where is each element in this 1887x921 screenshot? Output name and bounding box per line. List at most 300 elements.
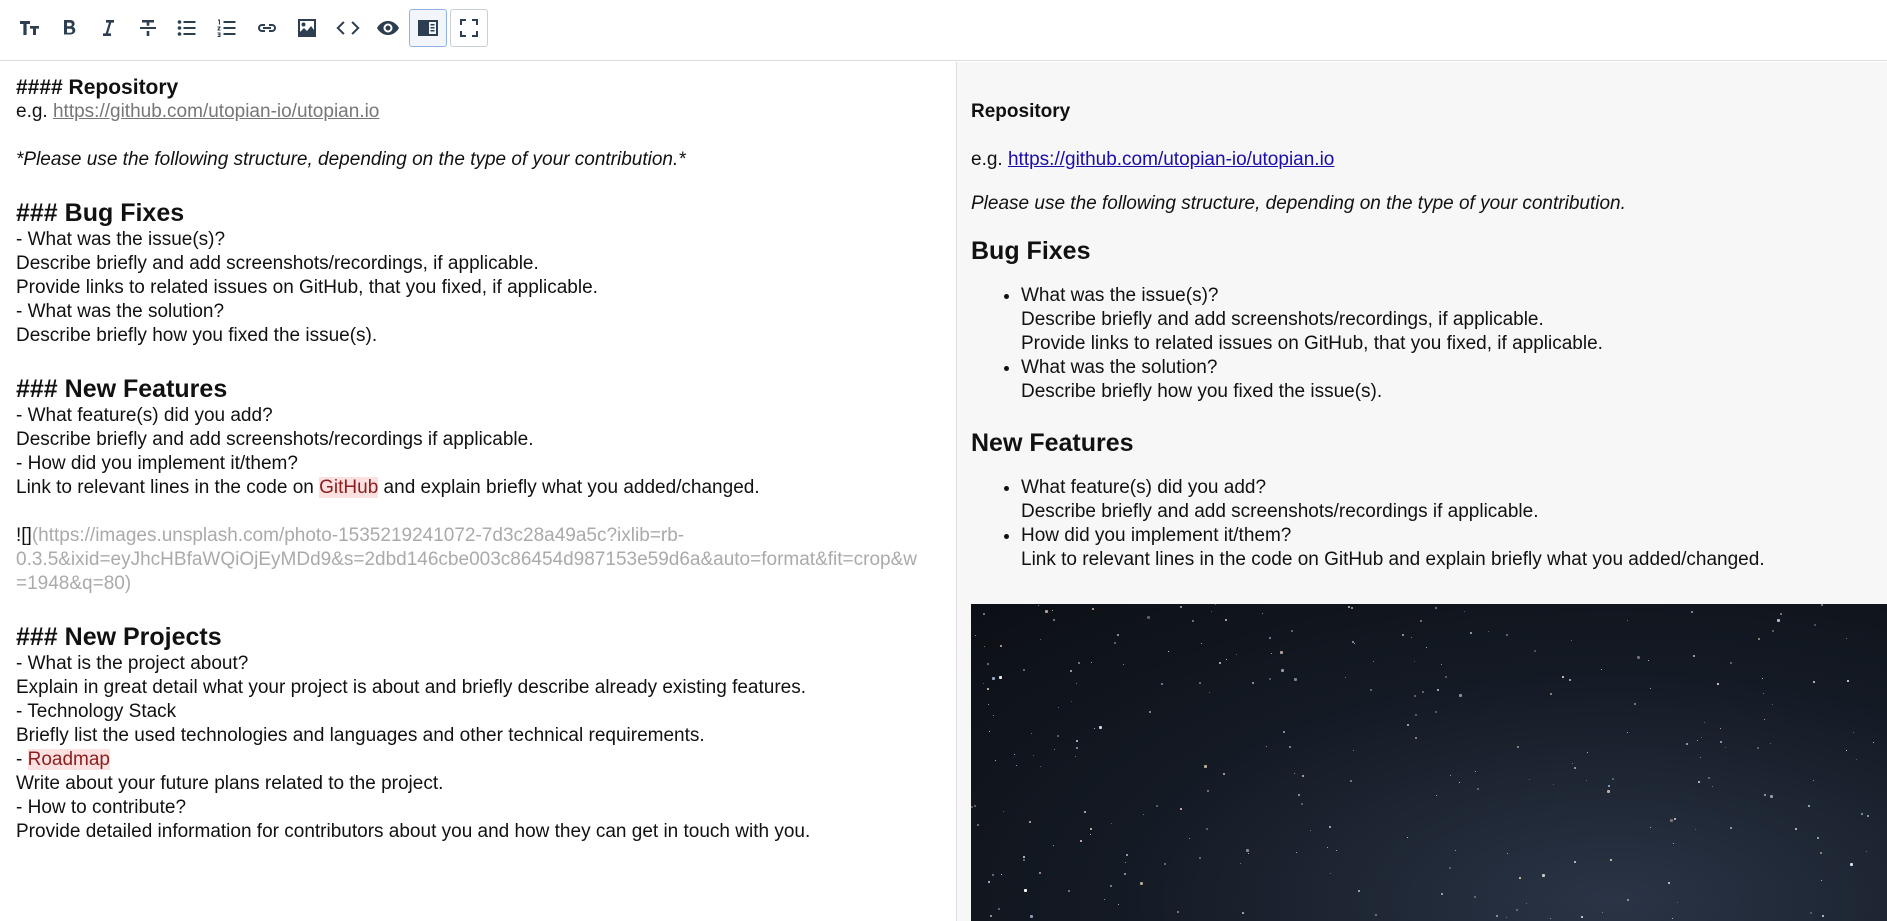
preview-button[interactable]	[369, 9, 407, 47]
star	[1206, 828, 1208, 830]
fullscreen-icon	[457, 16, 481, 40]
star	[1810, 912, 1812, 914]
image-markdown-bang: ![]	[16, 525, 32, 546]
star	[1627, 732, 1628, 733]
star	[1114, 642, 1116, 644]
star	[1076, 683, 1077, 684]
side-by-side-button[interactable]	[409, 9, 447, 47]
star	[1846, 750, 1847, 751]
editor-line: Provide links to related issues on GitHub, that you fixed, if applicable.	[16, 277, 598, 298]
blank-line	[16, 124, 940, 148]
eye-icon	[376, 16, 400, 40]
star	[975, 635, 976, 636]
star	[1207, 790, 1209, 792]
star	[1459, 782, 1460, 783]
editor-repo-link[interactable]: https://github.com/utopian-io/utopian.io	[52, 101, 380, 122]
italic-button[interactable]	[89, 9, 127, 47]
text-segment: -	[16, 749, 28, 770]
star	[1516, 909, 1518, 911]
editor-line: - Technology Stack	[16, 701, 177, 722]
list-item-text: Link to relevant lines in the code on GitHub and explain briefly what you added/changed.	[1021, 549, 1765, 570]
editor-line: - How to contribute?	[16, 797, 187, 818]
editor-line: Write about your future plans related to the project.	[16, 773, 444, 794]
list-item-text: Describe briefly and add screenshots/recordings, if applicable.	[1021, 309, 1544, 330]
star	[1704, 722, 1705, 723]
star	[1435, 711, 1437, 713]
star	[1330, 873, 1331, 874]
star	[1581, 916, 1583, 918]
star	[1301, 803, 1303, 805]
star	[1700, 757, 1701, 758]
star	[987, 688, 989, 690]
star	[1164, 863, 1166, 865]
star	[1201, 643, 1202, 644]
list-item	[1021, 284, 1887, 356]
star	[1725, 747, 1726, 748]
star	[1850, 863, 1853, 866]
star	[977, 824, 979, 826]
star	[1057, 735, 1059, 737]
star	[1000, 645, 1002, 647]
star	[1701, 737, 1702, 738]
editor-bugfix-heading: ### Bug Fixes	[16, 199, 185, 227]
link-button[interactable]	[248, 9, 286, 47]
list-item	[1021, 356, 1887, 404]
star	[1294, 678, 1297, 681]
misspelled-word: GitHub	[319, 477, 379, 498]
star	[1248, 853, 1249, 854]
star	[1459, 694, 1462, 697]
star	[1422, 691, 1424, 693]
star	[1813, 780, 1814, 781]
star	[1192, 620, 1194, 622]
star	[1674, 818, 1676, 820]
star	[1610, 859, 1612, 861]
star	[1821, 604, 1823, 606]
editor-repo-line	[16, 100, 940, 124]
star	[1351, 607, 1353, 609]
star	[1161, 683, 1163, 685]
blank-line	[16, 172, 940, 196]
list-item-question: • What was the issue(s)?	[1021, 285, 1219, 306]
star	[1634, 703, 1636, 705]
star	[1225, 619, 1227, 621]
star	[1602, 912, 1603, 913]
star	[1730, 662, 1732, 664]
preview-repo-line	[971, 148, 1887, 172]
list-item-text: Describe briefly how you fixed the issue(s).	[1021, 381, 1383, 402]
editor-projects-heading: ### New Projects	[16, 623, 222, 651]
star	[1808, 805, 1810, 807]
blank-line	[16, 500, 940, 524]
star	[988, 704, 989, 705]
star	[1226, 659, 1227, 660]
star	[1506, 634, 1508, 636]
star	[1031, 733, 1032, 734]
ordered-list-icon	[215, 16, 239, 40]
star	[1045, 610, 1048, 613]
star	[1698, 781, 1700, 783]
list-item-text: Provide links to related issues on GitHub, that you fixed, if applicable.	[1021, 333, 1603, 354]
star	[1246, 849, 1249, 852]
star	[1550, 693, 1552, 695]
blank-line	[16, 596, 940, 620]
star	[1402, 634, 1404, 636]
star	[1562, 676, 1564, 678]
star	[1199, 857, 1201, 859]
star	[1586, 780, 1587, 781]
star	[1375, 914, 1377, 916]
star	[1426, 647, 1427, 648]
unordered-list-icon	[175, 16, 199, 40]
star	[1772, 630, 1774, 632]
star	[1281, 669, 1284, 672]
star	[971, 806, 973, 808]
star	[1252, 682, 1254, 684]
preview-structure-note: Please use the following structure, depending on the type of your contribution.	[971, 193, 1626, 214]
preview-bugfix-list	[971, 284, 1887, 404]
star	[1757, 747, 1759, 749]
star	[1770, 795, 1773, 798]
star	[1149, 711, 1151, 713]
code-button[interactable]	[329, 9, 367, 47]
star	[1117, 634, 1119, 636]
star	[1814, 624, 1816, 626]
text-segment: and explain briefly what you added/changed.	[378, 477, 760, 498]
star	[1354, 643, 1355, 644]
star	[1780, 613, 1782, 615]
star	[1435, 607, 1437, 609]
star	[1302, 775, 1304, 777]
star	[1147, 616, 1150, 619]
star	[1118, 904, 1119, 905]
star	[1822, 915, 1824, 917]
star	[1023, 669, 1025, 671]
star	[1648, 660, 1649, 661]
star	[1450, 775, 1451, 776]
star	[1329, 826, 1331, 828]
star	[1242, 912, 1244, 914]
star	[1014, 754, 1015, 755]
star	[1455, 850, 1456, 851]
star	[1003, 811, 1004, 812]
list-item-question: • What was the solution?	[1021, 357, 1218, 378]
star	[1054, 749, 1055, 750]
star	[1464, 611, 1465, 612]
star	[983, 613, 985, 615]
star	[1189, 838, 1190, 839]
star	[1847, 680, 1849, 682]
star	[1608, 785, 1610, 787]
list-item-text: Describe briefly and add screenshots/recordings if applicable.	[1021, 501, 1539, 522]
star	[1437, 689, 1439, 691]
image-button[interactable]	[288, 9, 326, 47]
editor-line: Describe briefly how you fixed the issue(s).	[16, 325, 378, 346]
star	[1601, 669, 1602, 670]
strikethrough-button[interactable]	[129, 9, 167, 47]
star	[1040, 766, 1041, 767]
star	[1436, 795, 1437, 796]
star	[1846, 638, 1847, 639]
star	[992, 677, 995, 680]
preview-bugfix-heading: Bug Fixes	[971, 237, 1091, 265]
star	[1039, 872, 1041, 874]
editor-line	[16, 748, 940, 772]
star	[1269, 637, 1271, 639]
star	[1124, 873, 1126, 875]
star	[1686, 743, 1688, 745]
star	[1269, 678, 1271, 680]
bold-icon	[57, 16, 81, 40]
star	[1052, 610, 1053, 611]
star	[1772, 704, 1773, 705]
star	[1477, 788, 1479, 790]
star	[974, 805, 976, 807]
star	[1058, 707, 1059, 708]
star	[1441, 893, 1443, 895]
star	[1125, 862, 1126, 863]
star	[1168, 651, 1169, 652]
preview-features-list	[971, 476, 1887, 572]
star	[1813, 681, 1815, 683]
star	[1677, 902, 1678, 903]
markdown-editor[interactable]	[0, 62, 957, 921]
star	[1867, 815, 1869, 817]
editor-toolbar	[0, 0, 1887, 61]
star	[1712, 786, 1713, 787]
star	[1094, 728, 1095, 729]
star	[1441, 664, 1442, 665]
code-icon	[336, 16, 360, 40]
star	[1488, 631, 1489, 632]
heading-button[interactable]	[11, 9, 49, 47]
star	[1407, 724, 1409, 726]
star	[1373, 661, 1374, 662]
star	[1240, 863, 1241, 864]
star	[1764, 794, 1766, 796]
star	[1449, 867, 1451, 869]
star	[1023, 859, 1025, 861]
star	[988, 881, 990, 883]
star	[1762, 678, 1763, 679]
star	[1223, 773, 1225, 775]
star	[1219, 662, 1221, 664]
star	[1873, 742, 1874, 743]
star	[1627, 899, 1629, 901]
star	[1038, 605, 1039, 606]
side-by-side-icon	[416, 16, 440, 40]
star	[1123, 664, 1124, 665]
star	[1717, 683, 1719, 685]
star	[1078, 662, 1080, 664]
star	[1691, 611, 1693, 613]
editor-structure-note: *Please use the following structure, depending on the type of your contribution.*	[16, 149, 686, 170]
star	[995, 760, 996, 761]
star	[1627, 620, 1628, 621]
editor-line: - What feature(s) did you add?	[16, 405, 273, 426]
star	[1053, 619, 1055, 621]
star	[998, 908, 1000, 910]
star	[999, 676, 1002, 679]
star	[1070, 670, 1072, 672]
star	[987, 663, 989, 665]
star	[1345, 677, 1346, 678]
star	[1296, 852, 1297, 853]
star	[1291, 630, 1293, 632]
star	[1236, 654, 1237, 655]
star	[1280, 651, 1283, 654]
star	[1693, 655, 1695, 657]
star	[1266, 746, 1267, 747]
editor-image-line	[16, 524, 940, 548]
star	[1764, 719, 1765, 720]
star	[1821, 880, 1822, 881]
star	[1553, 784, 1554, 785]
star	[1720, 741, 1722, 743]
star	[1542, 874, 1545, 877]
star	[993, 715, 994, 716]
star	[1353, 750, 1354, 751]
editor-line: - What was the issue(s)?	[16, 229, 226, 250]
star	[1111, 823, 1112, 824]
list-item	[1021, 476, 1887, 524]
star	[1571, 640, 1572, 641]
star	[1084, 811, 1086, 813]
star	[1587, 752, 1588, 753]
star	[1075, 756, 1076, 757]
text-segment: Link to relevant lines in the code on	[16, 477, 320, 498]
star	[1470, 632, 1472, 634]
link-icon	[255, 16, 279, 40]
star	[1180, 606, 1182, 608]
star	[1177, 911, 1179, 913]
star	[1572, 763, 1573, 764]
star	[1697, 740, 1698, 741]
editor-line: - What was the solution?	[16, 301, 225, 322]
star	[1534, 650, 1536, 652]
italic-icon	[96, 16, 120, 40]
star	[1420, 620, 1422, 622]
star	[1853, 732, 1854, 733]
markdown-preview	[957, 62, 1887, 921]
heading-icon	[18, 16, 42, 40]
image-url: =1948&q=80)	[16, 573, 132, 594]
star	[1569, 679, 1571, 681]
star	[1817, 837, 1819, 839]
preview-repo-link[interactable]: https://github.com/utopian-io/utopian.io	[1007, 149, 1335, 170]
image-icon	[295, 16, 319, 40]
star	[1110, 885, 1112, 887]
star	[984, 646, 985, 647]
preview-features-heading: New Features	[971, 429, 1134, 457]
editor-line: Briefly list the used technologies and languages and other technical requirements.	[16, 725, 705, 746]
star	[1298, 794, 1300, 796]
list-item	[1021, 524, 1887, 572]
star	[992, 874, 994, 876]
fullscreen-button[interactable]	[450, 9, 488, 47]
star	[1029, 821, 1031, 823]
star	[1763, 693, 1764, 694]
editor-line	[16, 476, 940, 500]
star	[1777, 619, 1780, 622]
star	[1358, 890, 1360, 892]
star	[1209, 692, 1210, 693]
editor-line: Provide detailed information for contributors about you and how they can get in touch with you.	[16, 821, 811, 842]
star	[1068, 890, 1070, 892]
star	[1650, 688, 1651, 689]
star	[1352, 641, 1354, 643]
star	[1271, 653, 1272, 654]
star	[1076, 747, 1078, 749]
star	[1140, 882, 1143, 885]
star	[1080, 840, 1082, 842]
star	[1574, 767, 1576, 769]
unordered-list-button[interactable]	[168, 9, 206, 47]
editor-line: Describe briefly and add screenshots/recordings if applicable.	[16, 429, 534, 450]
star	[1550, 918, 1551, 919]
preview-image	[971, 604, 1887, 921]
bold-button[interactable]	[50, 9, 88, 47]
list-item-question: • What feature(s) did you add?	[1021, 477, 1267, 498]
star	[1211, 611, 1212, 612]
star	[1091, 662, 1092, 663]
star	[1262, 613, 1263, 614]
star	[1820, 852, 1822, 854]
star	[1414, 661, 1415, 662]
star	[989, 731, 990, 732]
star	[1033, 755, 1034, 756]
strikethrough-icon	[136, 16, 160, 40]
star	[1023, 856, 1025, 858]
star	[1204, 765, 1207, 768]
star	[1327, 847, 1328, 848]
star	[1030, 915, 1033, 918]
editor-features-heading: ### New Features	[16, 375, 228, 403]
star	[1071, 701, 1072, 702]
star	[1415, 714, 1417, 716]
star	[1415, 737, 1417, 739]
star	[1283, 731, 1285, 733]
star	[1672, 918, 1673, 919]
ordered-list-button[interactable]	[208, 9, 246, 47]
star	[1294, 773, 1295, 774]
editor-line: - What is the project about?	[16, 653, 249, 674]
star	[1730, 827, 1732, 829]
star	[1866, 851, 1867, 852]
star	[1199, 682, 1201, 684]
star	[1758, 638, 1760, 640]
editor-repo-heading: #### Repository	[16, 76, 179, 99]
star	[1612, 778, 1614, 780]
star	[990, 915, 992, 917]
star	[1407, 837, 1408, 838]
star	[1414, 695, 1416, 697]
star	[1670, 819, 1673, 822]
star	[1770, 743, 1771, 744]
star	[1090, 828, 1092, 830]
star	[1336, 850, 1337, 851]
star	[1475, 771, 1476, 772]
preview-repo-heading: Repository	[971, 101, 1071, 122]
star	[1668, 882, 1670, 884]
star	[1092, 608, 1094, 610]
misspelled-word: Roadmap	[27, 749, 110, 770]
star	[1215, 604, 1216, 605]
star	[1856, 759, 1857, 760]
star	[1370, 689, 1372, 691]
star	[1517, 746, 1519, 748]
editor-line: Describe briefly and add screenshots/recordings, if applicable.	[16, 253, 539, 274]
